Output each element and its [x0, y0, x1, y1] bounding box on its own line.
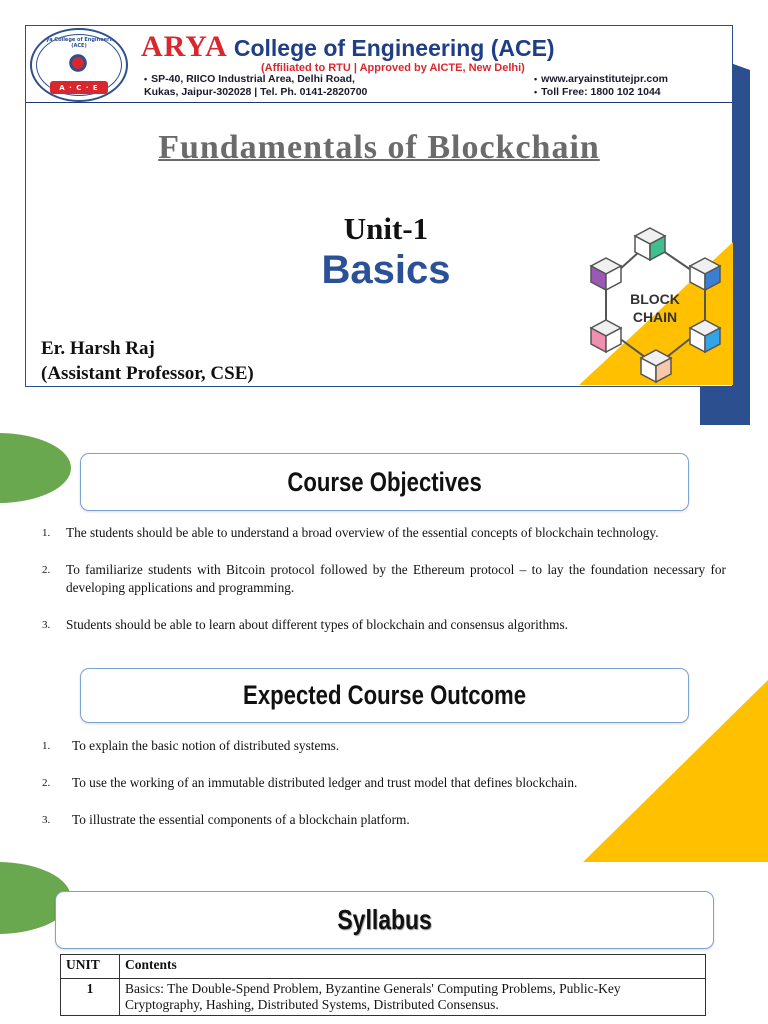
unit-subtitle: Basics [321, 248, 451, 292]
table-header-row [61, 955, 706, 979]
author-name: Er. Harsh Raj [41, 338, 155, 359]
table-cell-contents: Basics: The Double-Spend Problem, Byzantine Generals' Computing Problems, Public-Key Cryptography, Hashing, Distributed Systems, Distributed Consensus. [120, 979, 706, 1016]
list-item-text: Students should be able to learn about different types of blockchain and consensus algorithms. [66, 617, 568, 632]
blockchain-illustration [579, 222, 733, 385]
syllabus-heading-box [55, 891, 714, 949]
table-header-contents: Contents [120, 955, 706, 979]
address-line-2: Kukas, Jaipur-302028 | Tel. Ph. 0141-2820700 [144, 86, 368, 98]
list-item-text: The students should be able to understand a broad overview of the essential concepts of blockchain technology. [66, 525, 659, 540]
author-block [41, 336, 254, 386]
seal-emblem-icon [64, 50, 92, 76]
seal-text: Arya College of Engineering (ACE) [39, 37, 119, 49]
college-seal-logo [30, 28, 128, 102]
college-name [141, 30, 555, 64]
green-circle-decoration [0, 433, 71, 503]
list-item-number: 3. [42, 814, 51, 826]
seal-ribbon: A · C · E [50, 81, 108, 94]
website-text: www.aryainstitutejpr.com [541, 73, 668, 85]
list-item-number: 1. [42, 527, 51, 539]
objectives-title: Course Objectives [287, 466, 482, 497]
author-role: (Assistant Professor, CSE) [41, 363, 254, 384]
table-cell-unit: 1 [61, 979, 120, 1016]
college-header [26, 26, 732, 103]
syllabus-table [60, 954, 706, 1016]
college-address: • SP-40, RIICO Industrial Area, Delhi Road, Kukas, Jaipur-302028 | Tel. Ph. 0141-2820700 [144, 73, 368, 98]
toll-free-text: Toll Free: 1800 102 1044 [541, 86, 661, 98]
list-item [42, 616, 726, 634]
list-item [42, 811, 726, 829]
list-item [42, 524, 726, 542]
syllabus-title: Syllabus [337, 904, 432, 935]
affiliation-text: (Affiliated to RTU | Approved by AICTE, New Delhi) [261, 62, 525, 74]
course-title: Fundamentals of Blockchain [158, 129, 600, 166]
objectives-heading-box [80, 453, 689, 511]
cover-slide [25, 25, 733, 387]
outcomes-list [42, 737, 726, 848]
college-full-name: College of Engineering (ACE) [233, 35, 555, 61]
unit-label: Unit-1 [343, 211, 429, 246]
list-item-number: 2. [42, 777, 51, 789]
list-item-text: To illustrate the essential components of a blockchain platform. [72, 812, 410, 827]
art-text-block: BLOCK [630, 291, 680, 307]
list-item-text: To explain the basic notion of distributed systems. [72, 738, 340, 753]
list-item [42, 561, 726, 597]
list-item [42, 774, 726, 792]
list-item-text: To use the working of an immutable distributed ledger and trust model that defines blockchain. [72, 775, 578, 790]
college-short-name: ARYA [141, 30, 228, 63]
list-item [42, 737, 726, 755]
address-line-1: SP-40, RIICO Industrial Area, Delhi Road, [151, 73, 355, 85]
outcome-title: Expected Course Outcome [243, 680, 526, 710]
college-contact: • www.aryainstitutejpr.com • Toll Free: 1800 102 1044 [534, 73, 668, 98]
list-item-number: 3. [42, 619, 51, 631]
list-item-number: 1. [42, 740, 51, 752]
objectives-list [42, 524, 726, 653]
list-item-text: To familiarize students with Bitcoin protocol followed by the Ethereum protocol – to lay the foundation necessary for developing applications and programming. [66, 562, 726, 595]
art-text-chain: CHAIN [632, 309, 678, 325]
outcome-heading-box [80, 668, 689, 723]
list-item-number: 2. [42, 564, 51, 576]
table-header-unit: UNIT [61, 955, 120, 979]
table-row [61, 979, 706, 1016]
